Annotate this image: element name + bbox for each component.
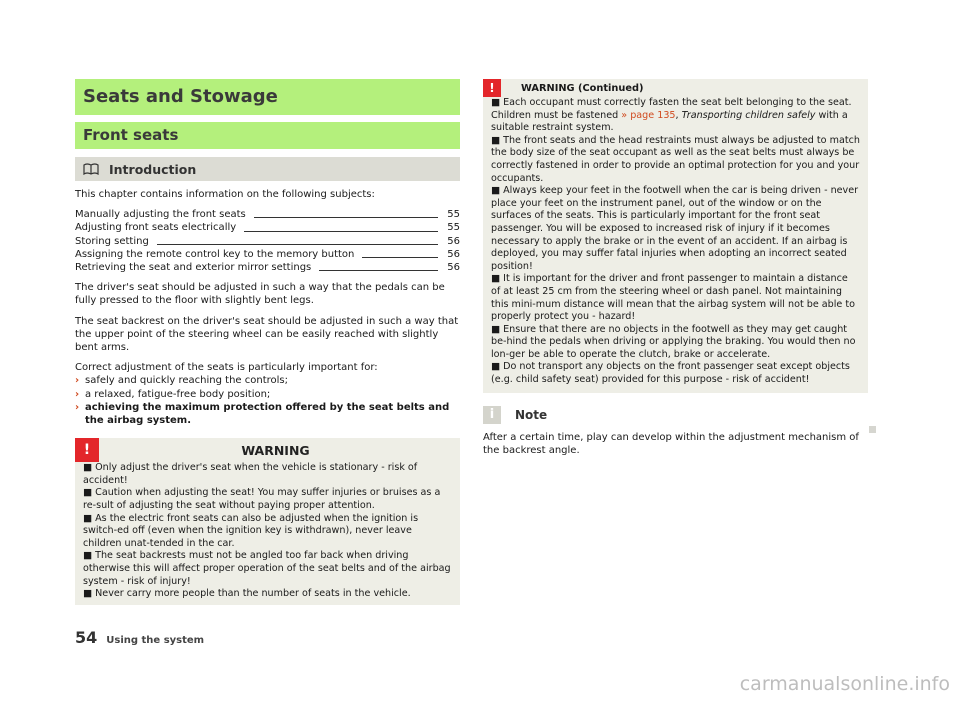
warning-item: ■ Only adjust the driver's seat when the vehicle is stationary - risk of accident! xyxy=(83,462,418,486)
toc-label: Manually adjusting the front seats xyxy=(75,209,246,221)
watermark: carmanualsonline.info xyxy=(739,673,950,695)
warning-title: WARNING xyxy=(241,442,310,458)
note-text: After a certain time, play can develop within the adjustment mechanism of the backrest angle. xyxy=(483,431,859,456)
chevron-right-icon: › xyxy=(75,388,80,400)
toc-item[interactable] xyxy=(75,208,460,221)
list-item-text: achieving the maximum protection offered by the seat belts and the airbag system. xyxy=(85,401,450,427)
list-item-text: safely and quickly reaching the controls; xyxy=(85,375,288,387)
toc-label: Assigning the remote control key to the memory button xyxy=(75,248,355,260)
toc-leader xyxy=(362,257,438,258)
warning-item-text: ■ Each occupant must correctly fasten the seat belt belonging to the seat. Children must be fastened xyxy=(491,97,852,121)
toc-page: 56 xyxy=(447,262,460,274)
warning-item: ■ Caution when adjusting the seat! You may suffer injuries or bruises as a re-sult of adjusting the seat without paying proper attention. xyxy=(83,487,441,512)
warning-header xyxy=(83,438,452,462)
note-title: Note xyxy=(515,407,548,422)
reference-title: Transporting children safely xyxy=(681,109,816,121)
toc-page: 56 xyxy=(447,248,460,260)
warning-item-text: , xyxy=(675,109,682,121)
toc-label: Retrieving the seat and exterior mirror settings xyxy=(75,262,312,274)
toc-page: 55 xyxy=(447,222,460,234)
list-item xyxy=(75,374,460,387)
introduction-title: Introduction xyxy=(109,161,197,177)
warning-item-text: with a suitable restraint system. xyxy=(491,109,848,134)
toc-page: 56 xyxy=(447,235,460,247)
paragraph-pedals: The driver's seat should be adjusted in such a way that the pedals can be fully pressed to the floor with slightly bent legs. xyxy=(75,282,445,307)
intro-text: This chapter contains information on the following subjects: xyxy=(75,189,375,200)
warning-icon: ! xyxy=(75,438,99,462)
section-title: Seats and Stowage xyxy=(75,79,460,115)
toc-leader xyxy=(254,217,438,218)
list-item xyxy=(75,388,460,401)
toc-leader xyxy=(319,270,438,271)
warning-item: ■ Never carry more people than the number of seats in the vehicle. xyxy=(83,588,411,600)
page-footer xyxy=(75,628,204,647)
right-column xyxy=(483,79,868,457)
list-item-text: a relaxed, fatigue-free body position; xyxy=(85,388,271,400)
warning-item: ■ Do not transport any objects on the front passenger seat except objects (e.g. child safety seat) provided for this purpose - risk of accident! xyxy=(491,361,850,386)
warning-item: ■ As the electric front seats can also be adjusted when the ignition is switch-ed off (even when the ignition key is withdrawn), never leave children unat-tended in the car. xyxy=(83,512,419,549)
introduction-header xyxy=(75,157,460,181)
subsection-title: Front seats xyxy=(75,122,460,149)
page-reference-link[interactable]: » page 135 xyxy=(621,109,676,121)
footer-section: Using the system xyxy=(106,635,205,646)
toc-label: Storing setting xyxy=(75,235,149,247)
chevron-right-icon: › xyxy=(75,401,80,413)
warning-item xyxy=(491,97,860,135)
warning-continued-title: WARNING (Continued) xyxy=(521,82,644,94)
list-item xyxy=(75,401,460,427)
warning-item: ■ Always keep your feet in the footwell when the car is being driven - never place your feet on the instrument panel, out of the window or on the surfaces of the seats. This is particularly important for the front seat passenger. You will be exposed to increased risk of injury if it becomes necessary to apply the brake or in the event of an accident. If an airbag is deployed, you may suffer fatal injuries when adopting an incorrect seated position! xyxy=(491,185,859,272)
toc-item[interactable] xyxy=(75,235,460,248)
toc-page: 55 xyxy=(447,209,460,221)
section-end-marker xyxy=(869,426,876,433)
warning-continued-header xyxy=(491,79,860,97)
info-icon: i xyxy=(483,406,501,424)
toc-label: Adjusting front seats electrically xyxy=(75,222,237,234)
toc-item[interactable] xyxy=(75,261,460,274)
toc-list xyxy=(75,208,460,274)
left-column xyxy=(75,79,460,605)
toc-leader xyxy=(244,231,438,232)
chevron-right-icon: › xyxy=(75,375,80,387)
note-header xyxy=(483,406,868,424)
page-number: 54 xyxy=(75,628,98,647)
toc-item[interactable] xyxy=(75,221,460,234)
warning-item: ■ It is important for the driver and front passenger to maintain a distance of at least 25 cm from the steering wheel or dash panel. Not maintaining this mini-mum distance will mean that the airbag system will not be able to properly protect you - hazard! xyxy=(491,273,856,323)
warning-box xyxy=(75,438,460,605)
toc-item[interactable] xyxy=(75,248,460,261)
paragraph-backrest: The seat backrest on the driver's seat should be adjusted in such a way that the upper point of the steering wheel can be easily reached with slightly bent arms. xyxy=(75,315,459,354)
toc-leader xyxy=(157,244,438,245)
warning-continued-box xyxy=(483,79,868,393)
warning-item: ■ Ensure that there are no objects in the footwell as they may get caught be-hind the pedals when driving or applying the braking. You would then no lon-ger be able to operate the clutch, brake or accelerate. xyxy=(491,323,856,360)
paragraph-importance: Correct adjustment of the seats is particularly important for: xyxy=(75,362,378,374)
warning-icon: ! xyxy=(483,79,501,97)
warning-item: ■ The front seats and the head restraints must always be adjusted to match the body size of the seat occupant as well as the seat belts must always be correctly fastened in order to provide an optimal protection for you and your occupants. xyxy=(491,134,860,184)
book-icon xyxy=(83,163,99,175)
warning-item: ■ The seat backrests must not be angled too far back when driving otherwise this will affect proper operation of the seat belts and of the airbag system - risk of injury! xyxy=(83,550,451,587)
bullet-list xyxy=(75,374,460,427)
